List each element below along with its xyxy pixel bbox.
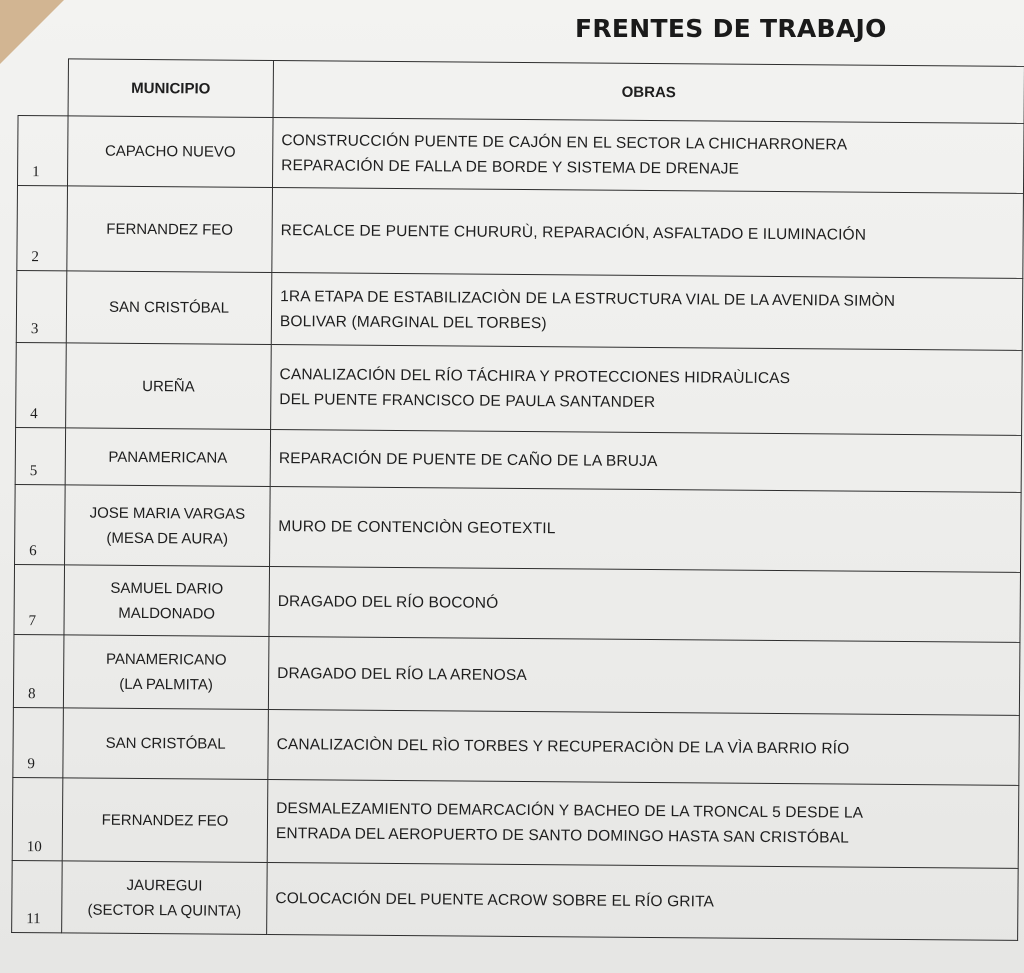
municipio-cell: SAN CRISTÓBAL — [63, 708, 269, 780]
row-number-cell — [16, 342, 67, 427]
table-row — [13, 707, 1020, 785]
row-number-cell — [17, 186, 68, 271]
row-number: 3 — [30, 321, 39, 338]
municipio-cell: PANAMERICANO (LA PALMITA) — [63, 635, 269, 710]
row-number-cell — [13, 634, 64, 707]
row-number: 4 — [30, 406, 38, 423]
table-row — [17, 116, 1024, 194]
row-number: 2 — [31, 249, 39, 266]
table-row — [14, 564, 1021, 642]
row-number: 5 — [29, 463, 38, 480]
row-number: 11 — [26, 911, 41, 928]
row-number-cell — [12, 777, 63, 860]
obra-cell: DESMALEZAMIENTO DEMARCACIÓN Y BACHEO DE LA TRONCAL 5 DESDE LA ENTRADA DEL AEROPUERTO DE SANTO DOMINGO HASTA SAN CRISTÓBAL — [267, 779, 1019, 868]
table-row — [12, 860, 1019, 940]
municipio-cell: FERNANDEZ FEO — [62, 778, 268, 863]
municipio-cell: JOSE MARIA VARGAS (MESA DE AURA) — [65, 485, 271, 567]
municipio-cell: UREÑA — [66, 343, 272, 430]
obra-cell: DRAGADO DEL RÍO BOCONÓ — [269, 566, 1021, 642]
municipio-cell: PANAMERICANA — [65, 428, 270, 487]
table-row — [17, 186, 1024, 279]
table-row — [15, 484, 1022, 572]
row-number: 1 — [32, 164, 40, 181]
row-number: 6 — [29, 543, 37, 560]
folded-corner — [0, 0, 64, 64]
works-table — [11, 58, 1024, 941]
obra-cell: MURO DE CONTENCIÒN GEOTEXTIL — [270, 486, 1022, 572]
works-table-container — [11, 58, 1024, 941]
obra-cell: DRAGADO DEL RÍO LA ARENOSA — [268, 636, 1020, 715]
row-number: 9 — [27, 756, 36, 773]
table-row — [13, 634, 1020, 715]
row-number: 7 — [28, 613, 37, 630]
page-title: FRENTES DE TRABAJO — [575, 14, 887, 43]
row-number-cell — [17, 116, 68, 186]
obra-cell: CANALIZACIÓN DEL RÍO TÁCHIRA Y PROTECCIONES HIDRAÙLICAS DEL PUENTE FRANCISCO DE PAULA SANTANDER — [271, 344, 1023, 435]
header-obras: OBRAS — [273, 61, 1024, 124]
row-number-cell — [15, 427, 65, 484]
municipio-cell: SAMUEL DARIO MALDONADO — [64, 565, 270, 637]
row-number-cell — [13, 707, 64, 777]
obra-cell: RECALCE DE PUENTE CHURURÙ, REPARACIÓN, ASFALTADO E ILUMINACIÓN — [272, 188, 1024, 279]
row-number-cell — [16, 270, 67, 342]
table-header-row — [18, 59, 1024, 124]
obra-cell: CONSTRUCCIÓN PUENTE DE CAJÓN EN EL SECTOR LA CHICHARRONERA REPARACIÓN DE FALLA DE BORDE Y SISTEMA DE DRENAJE — [272, 118, 1024, 194]
table-body — [12, 116, 1024, 941]
table-row — [16, 270, 1023, 350]
row-number-cell — [15, 484, 66, 564]
header-municipio: MUNICIPIO — [68, 59, 273, 118]
header-index — [18, 59, 68, 116]
row-number: 8 — [27, 686, 36, 703]
row-number: 10 — [26, 839, 42, 856]
row-number-cell — [12, 860, 63, 932]
municipio-cell: JAUREGUI (SECTOR LA QUINTA) — [62, 861, 268, 935]
obra-cell: REPARACIÓN DE PUENTE DE CAÑO DE LA BRUJA — [270, 429, 1021, 492]
obra-cell: 1RA ETAPA DE ESTABILIZACIÒN DE LA ESTRUCTURA VIAL DE LA AVENIDA SIMÒN BOLIVAR (MARGINAL DEL TORBES) — [271, 273, 1023, 351]
table-row — [15, 427, 1021, 492]
obra-cell: COLOCACIÓN DEL PUENTE ACROW SOBRE EL RÍO GRITA — [267, 862, 1019, 940]
table-row — [16, 342, 1023, 435]
municipio-cell: CAPACHO NUEVO — [67, 116, 273, 188]
row-number-cell — [14, 564, 65, 634]
municipio-cell: SAN CRISTÓBAL — [66, 271, 272, 345]
table-row — [12, 777, 1019, 868]
obra-cell: CANALIZACIÒN DEL RÌO TORBES Y RECUPERACIÒN DE LA VÌA BARRIO RÍO — [268, 709, 1020, 785]
municipio-cell: FERNANDEZ FEO — [67, 186, 273, 273]
